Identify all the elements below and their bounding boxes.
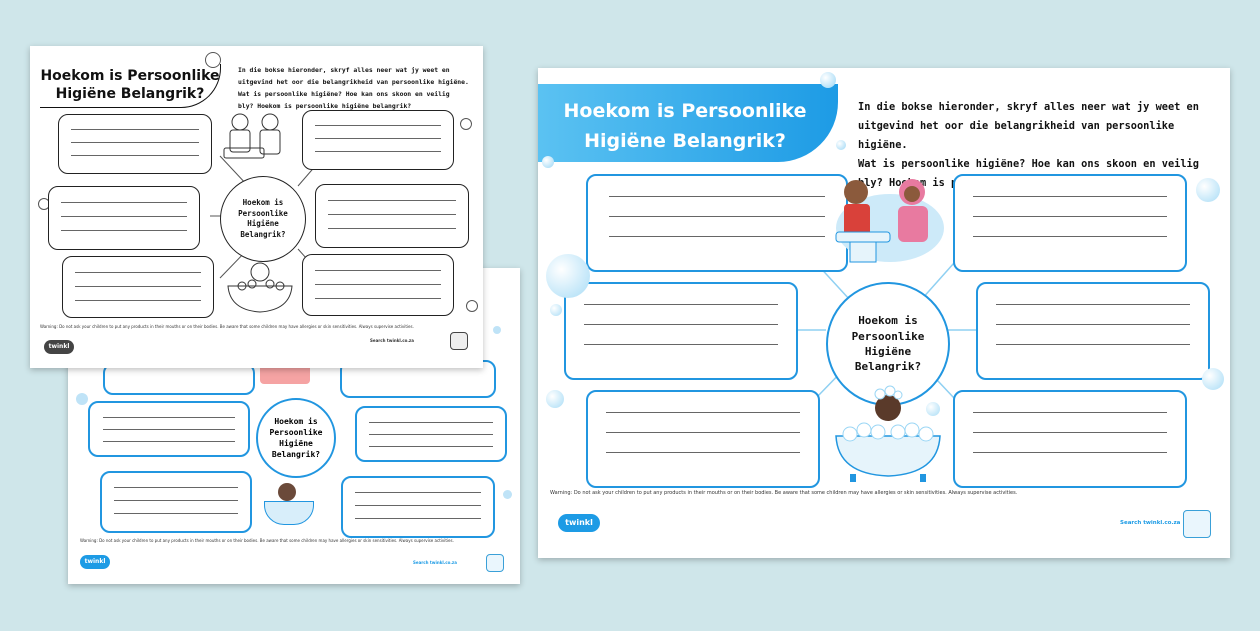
title-line: Hoekom is Persoonlike [563, 100, 807, 122]
hub-text: Higiëne [279, 439, 313, 448]
bubble [76, 393, 88, 405]
hub-text: Hoekom is [274, 416, 318, 426]
center-hub [256, 398, 336, 478]
bath-illustration [828, 386, 948, 486]
hub-text: Hoekom is [858, 314, 918, 328]
hub-text: Belangrik? [240, 229, 286, 239]
hub-text: Hoekom is [242, 198, 284, 207]
title-line: Hoekom is Persoonlike [40, 68, 220, 84]
answer-box [48, 186, 200, 250]
answer-box [953, 174, 1187, 272]
answer-box [355, 406, 507, 462]
hub-text: Higiëne [864, 345, 912, 358]
footer-text: Warning: Do not ask your children to put any products in their mouths or on their bodies. Be aware that some children may have allergies or skin sensitivities. Always supervise activities. [550, 490, 1018, 496]
intro-line: In die bokse hieronder, skryf alles neer wat jy weet en [238, 66, 450, 74]
center-hub [220, 176, 306, 262]
washing-illustration [828, 172, 948, 268]
bubble [546, 390, 564, 408]
website-link: Search twinkl.co.za [370, 338, 414, 343]
footer-text: Warning: Do not ask your children to put any products in their mouths or on their bodies. Be aware that some children may have allergies or skin sensitivities. Always supervise activities. [40, 324, 414, 329]
hub-text: Persoonlike [238, 208, 288, 218]
intro-line: uitgevind het oor die belangrikheid van persoonlike higiëne. [238, 78, 469, 86]
answer-box [58, 114, 212, 174]
hub-text: Persoonlike [851, 329, 925, 343]
intro-line: uitgevind het oor die belangrikheid van persoonlike higiëne. [858, 120, 1175, 151]
answer-box [88, 401, 250, 457]
hub-text: Belangrik? [271, 450, 321, 460]
bubble [546, 254, 590, 298]
intro-line: Wat is persoonlike higiëne? Hoe kan ons skoon en veilig [858, 158, 1199, 170]
title-line: Higiëne Belangrik? [584, 130, 786, 152]
answer-box [62, 256, 214, 318]
bubble [1196, 178, 1220, 202]
answer-box [564, 282, 798, 380]
twinkl-logo: twinkl [80, 555, 110, 569]
website-link: Search twinkl.co.za [1120, 520, 1181, 526]
bubble [1202, 368, 1224, 390]
answer-box [302, 110, 454, 170]
answer-box [302, 254, 454, 316]
answer-box [976, 282, 1210, 380]
bath-illustration [264, 483, 312, 527]
twinkl-logo: twinkl [44, 340, 74, 354]
footer-text: Warning: Do not ask your children to put any products in their mouths or on their bodies. Be aware that some children may have allergies or skin sensitivities. Always supervise activities. [80, 538, 454, 543]
answer-box [586, 174, 848, 272]
worksheet-preview-main [538, 68, 1230, 558]
quality-seal-icon [450, 332, 468, 350]
quality-seal-icon [486, 554, 504, 572]
answer-box [953, 390, 1187, 488]
hub-text: Belangrik? [854, 360, 922, 374]
worksheet-preview-bw [30, 46, 483, 368]
intro-line: bly? is [858, 177, 945, 189]
bubble [493, 326, 501, 334]
website-link: Search twinkl.co.za [413, 560, 457, 565]
answer-box [100, 471, 252, 533]
answer-box [341, 476, 495, 538]
intro-line: In die bokse hieronder, skryf alles neer wat jy weet en [858, 101, 1199, 113]
bubble [550, 304, 562, 316]
washing-illustration [216, 110, 296, 166]
bubble [503, 490, 512, 499]
bubble [926, 402, 940, 416]
intro-line: bly? Hoekom is persoonlike higiëne belangrik? [238, 102, 412, 110]
bath-illustration [222, 258, 298, 318]
twinkl-logo: twinkl [558, 514, 600, 532]
intro-line: Wat is persoonlike higiëne? Hoe kan ons skoon en veilig [238, 90, 450, 98]
title-line: Higiëne Belangrik? [55, 85, 205, 102]
hub-text: Persoonlike [269, 427, 323, 437]
answer-box [315, 184, 469, 248]
answer-box [586, 390, 820, 488]
quality-seal-icon [1183, 510, 1211, 538]
hub-text: Higiëne [247, 219, 279, 228]
